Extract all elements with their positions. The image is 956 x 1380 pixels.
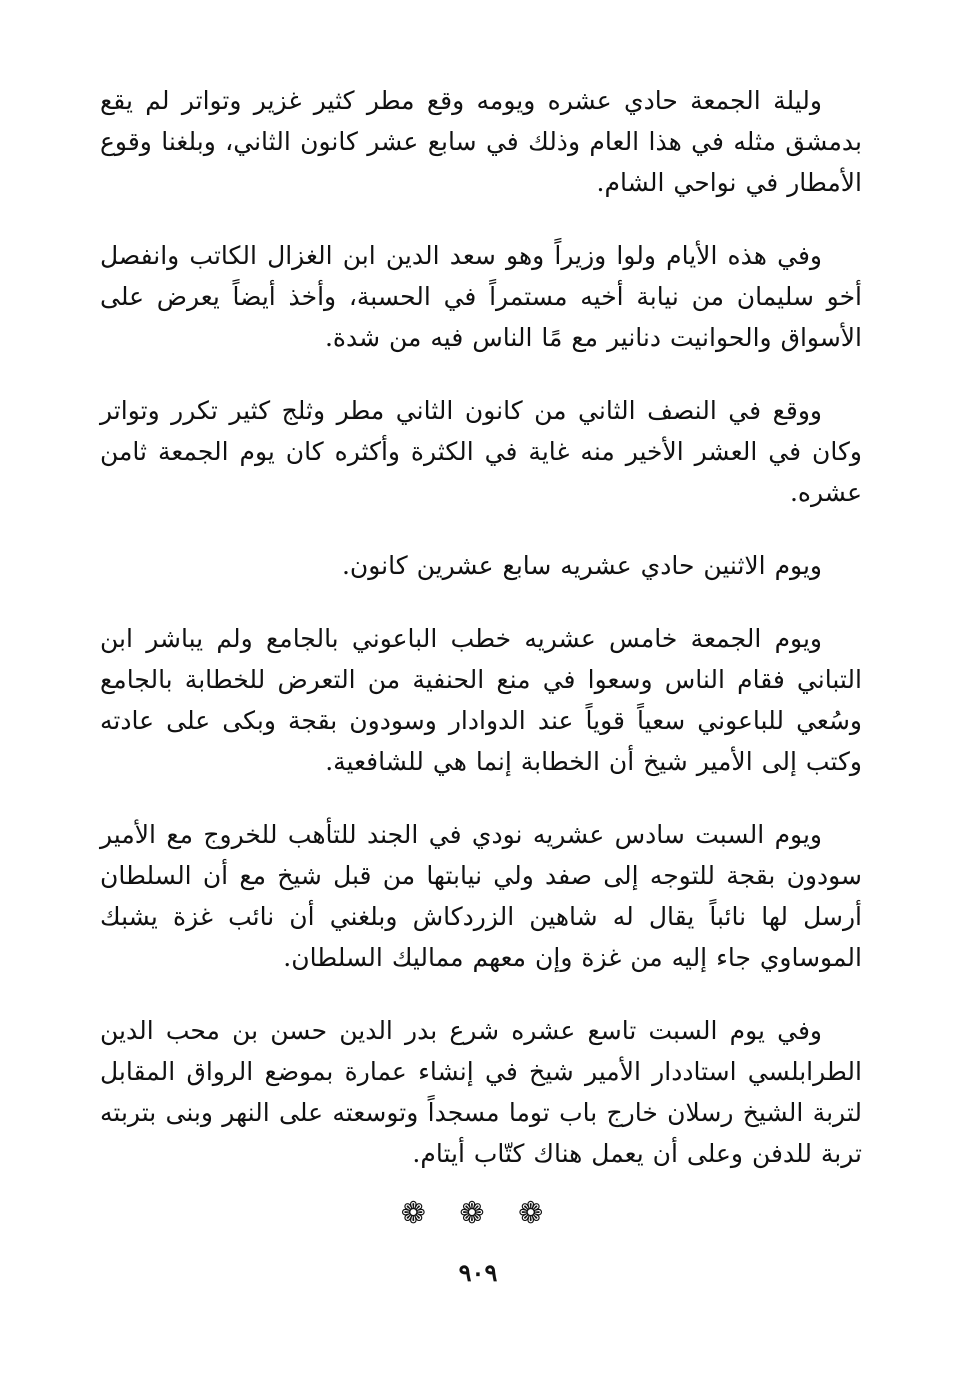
page-number: ٩٠٩ [458,1258,498,1287]
paragraph-saturday-army: ويوم السبت سادس عشريه نودي في الجند للتأهب للخروج مع الأمير سودون بقجة للتوجه إلى صفد ولي نيابتها من قبل شيخ مع أن السلطان أرسل لها نائباً يقال له شاهين الزردكاش وبلغني أن نائب غزة يشبك الموساوي جاء إليه من غزة وإن معهم مماليك السلطان. [100,820,862,972]
paragraph-monday: ويوم الاثنين حادي عشريه سابع عشرين كانون. [341,551,822,580]
paragraph-rain-damascus: وليلة الجمعة حادي عشره ويومه وقع مطر كثير غزير وتواتر لم يقع بدمشق مثله في هذا العام وذلك في سابع عشر كانون الثاني، وبلغنا وقوع الأمطار في نواحي الشام. [100,86,862,197]
paragraph-new-vizier: وفي هذه الأيام ولوا وزيراً وهو سعد الدين ابن الغزال الكاتب وانفصل أخو سليمان من نيابة أخيه مستمراً في الحسبة، وأخذ أيضاً يعرض على الأسواق والحوانيت دنانير مع مًا الناس فيه من شدة. [100,241,862,352]
paragraph-mosque-construction: وفي يوم السبت تاسع عشره شرع بدر الدين حسن بن محب الدين الطرابلسي استاددار الأمير شيخ في إنشاء عمارة بموضع الرواق المقابل لتربة الشيخ رسلان خارج باب توما مسجداً وتوسعته على النهر وبنى بتربته تربة للدفن وعلى أن يعمل هناك كتّاب أيتام. [100,1016,862,1168]
paragraph-friday-sermon: ويوم الجمعة خامس عشريه خطب الباعوني بالجامع ولم يباشر ابن التباني فقام الناس وسعوا في منع الحنفية من التعرض للخطابة بالجامع وسُعي للباعوني سعياً قوياً عند الدوادار وسودون بقجة وبكى على عادته وكتب إلى الأمير شيخ أن الخطابة إنما هي للشافعية. [100,624,862,776]
section-ornament: ❁ ❁ ❁ [400,1196,556,1231]
main-text [100,80,862,1206]
paragraph-snow-kanun: ووقع في النصف الثاني من كانون الثاني مطر وثلج كثير تكرر وتواتر وكان في العشر الأخير منه غاية في الكثرة وأكثره كان يوم الجمعة ثامن عشره. [100,396,862,507]
